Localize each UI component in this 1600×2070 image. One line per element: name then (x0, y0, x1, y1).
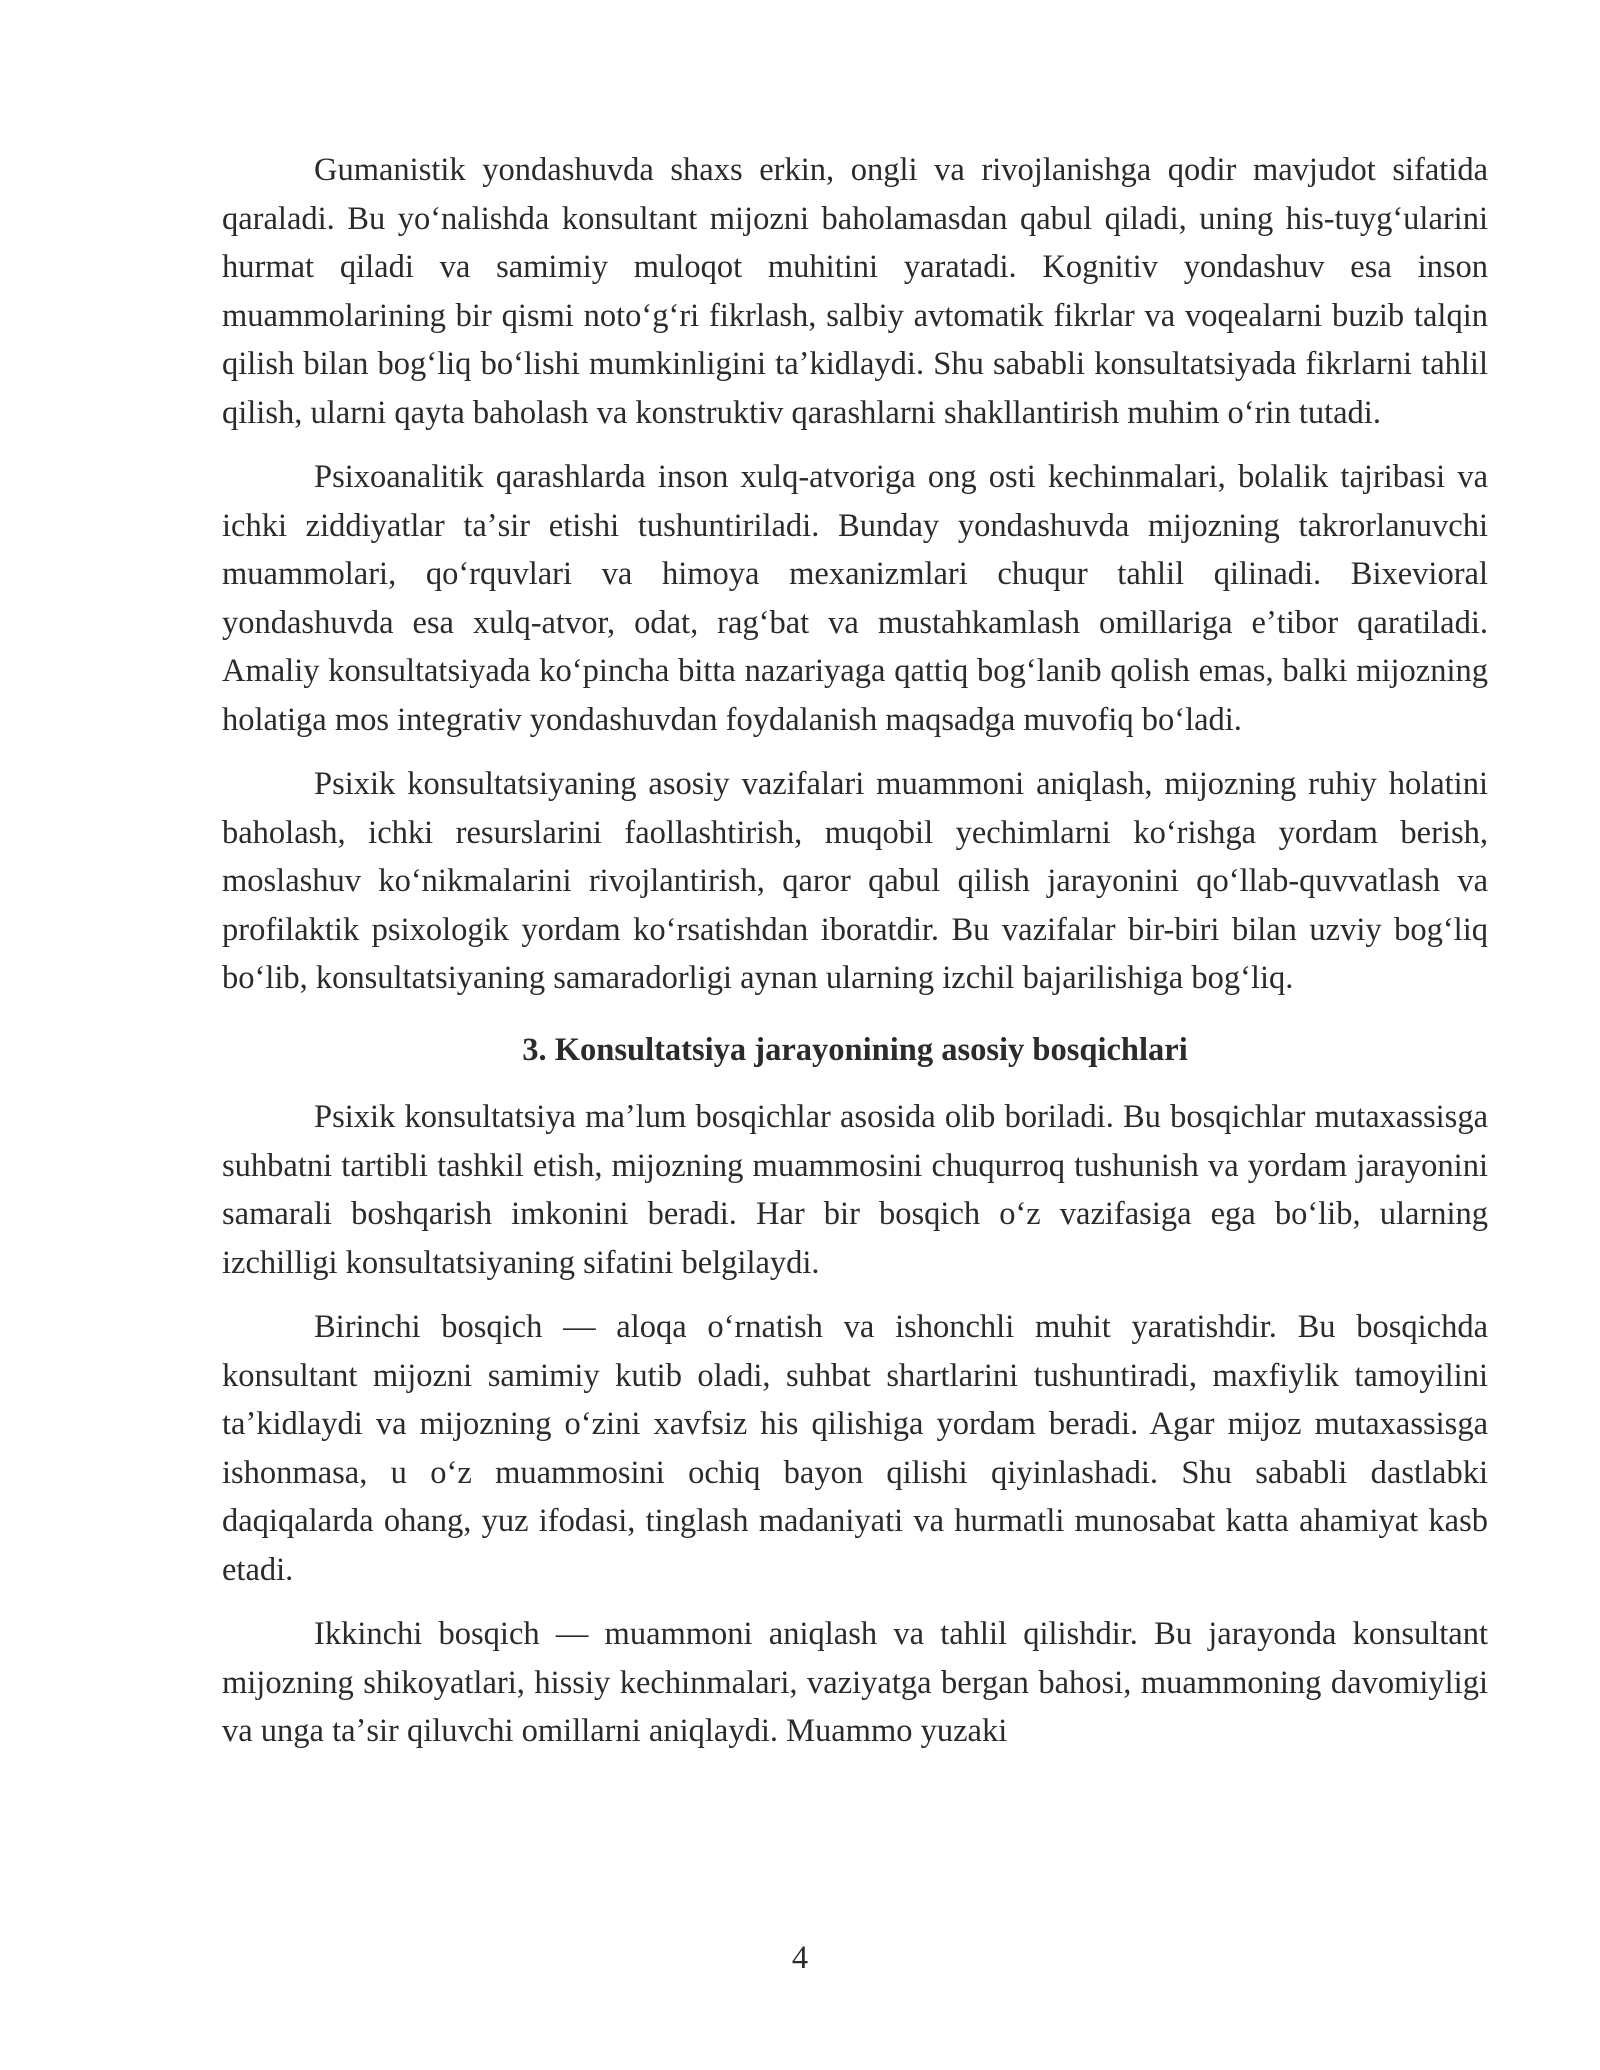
paragraph-first-stage: Birinchi bosqich — aloqa oʻrnatish va ishonchli muhit yaratishdir. Bu bosqichda konsultant mijozni samimiy kutib oladi, suhbat shartlarini tushuntiradi, maxfiylik tamoyilini taʼkidlaydi va mijozning oʻzini xavfsiz his qilishiga yordam beradi. Agar mijoz mutaxassisga ishonmasa, u oʻz muammosini ochiq bayon qilishi qiyinlashadi. Shu sababli dastlabki daqiqalarda ohang, yuz ifodasi, tinglash madaniyati va hurmatli munosabat katta ahamiyat kasb etadi. (222, 1309, 1488, 1588)
paragraph-consultation-tasks: Psixik konsultatsiyaning asosiy vazifalari muammoni aniqlash, mijozning ruhiy holatini baholash, ichki resurslarini faollashtirish, muqobil yechimlarni koʻrishga yordam berish, moslashuv koʻnikmalarini rivojlantirish, qaror qabul qilish jarayonini qoʻllab-quvvatlash va profilaktik psixologik yordam koʻrsatishdan iboratdir. Bu vazifalar bir-biri bilan uzviy bogʻliq boʻlib, konsultatsiyaning samaradorligi aynan ularning izchil bajarilishiga bogʻliq. (222, 766, 1488, 996)
section-heading: 3. Konsultatsiya jarayonining asosiy bosqichlari (522, 1031, 1188, 1068)
page-number: 4 (791, 1940, 809, 1976)
paragraph-humanistic-cognitive: Gumanistik yondashuvda shaxs erkin, ongli va rivojlanishga qodir mavjudot sifatida qaraladi. Bu yoʻnalishda konsultant mijozni baholamasdan qabul qiladi, uning his-tuygʻularini hurmat qiladi va samimiy muloqot muhitini yaratadi. Kognitiv yondashuv esa inson muammolarining bir qismi notoʻgʻri fikrlash, salbiy avtomatik fikrlar va voqealarni buzib talqin qilish bilan bogʻliq boʻlishi mumkinligini taʼkidlaydi. Shu sababli konsultatsiyada fikrlarni tahlil qilish, ularni qayta baholash va konstruktiv qarashlarni shakllantirish muhim oʻrin tutadi. (222, 152, 1488, 431)
paragraph-second-stage: Ikkinchi bosqich — muammoni aniqlash va tahlil qilishdir. Bu jarayonda konsultant mijozning shikoyatlari, hissiy kechinmalari, vaziyatga bergan bahosi, muammoning davomiyligi va unga taʼsir qiluvchi omillarni aniqlaydi. Muammo yuzaki (222, 1616, 1488, 1749)
paragraph-stages-intro: Psixik konsultatsiya maʼlum bosqichlar asosida olib boriladi. Bu bosqichlar mutaxassisga suhbatni tartibli tashkil etish, mijozning muammosini chuqurroq tushunish va yordam jarayonini samarali boshqarish imkonini beradi. Har bir bosqich oʻz vazifasiga ega boʻlib, ularning izchilligi konsultatsiyaning sifatini belgilaydi. (222, 1099, 1488, 1281)
page-body (222, 146, 1488, 1772)
paragraph-psychoanalytic-behavioral: Psixoanalitik qarashlarda inson xulq-atvoriga ong osti kechinmalari, bolalik tajribasi va ichki ziddiyatlar taʼsir etishi tushuntiriladi. Bunday yondashuvda mijozning takrorlanuvchi muammolari, qoʻrquvlari va himoya mexanizmlari chuqur tahlil qilinadi. Bixevioral yondashuvda esa xulq-atvor, odat, ragʻbat va mustahkamlash omillariga eʼtibor qaratiladi. Amaliy konsultatsiyada koʻpincha bitta nazariyaga qattiq bogʻlanib qolish emas, balki mijozning holatiga mos integrativ yondashuvdan foydalanish maqsadga muvofiq boʻladi. (222, 459, 1488, 738)
